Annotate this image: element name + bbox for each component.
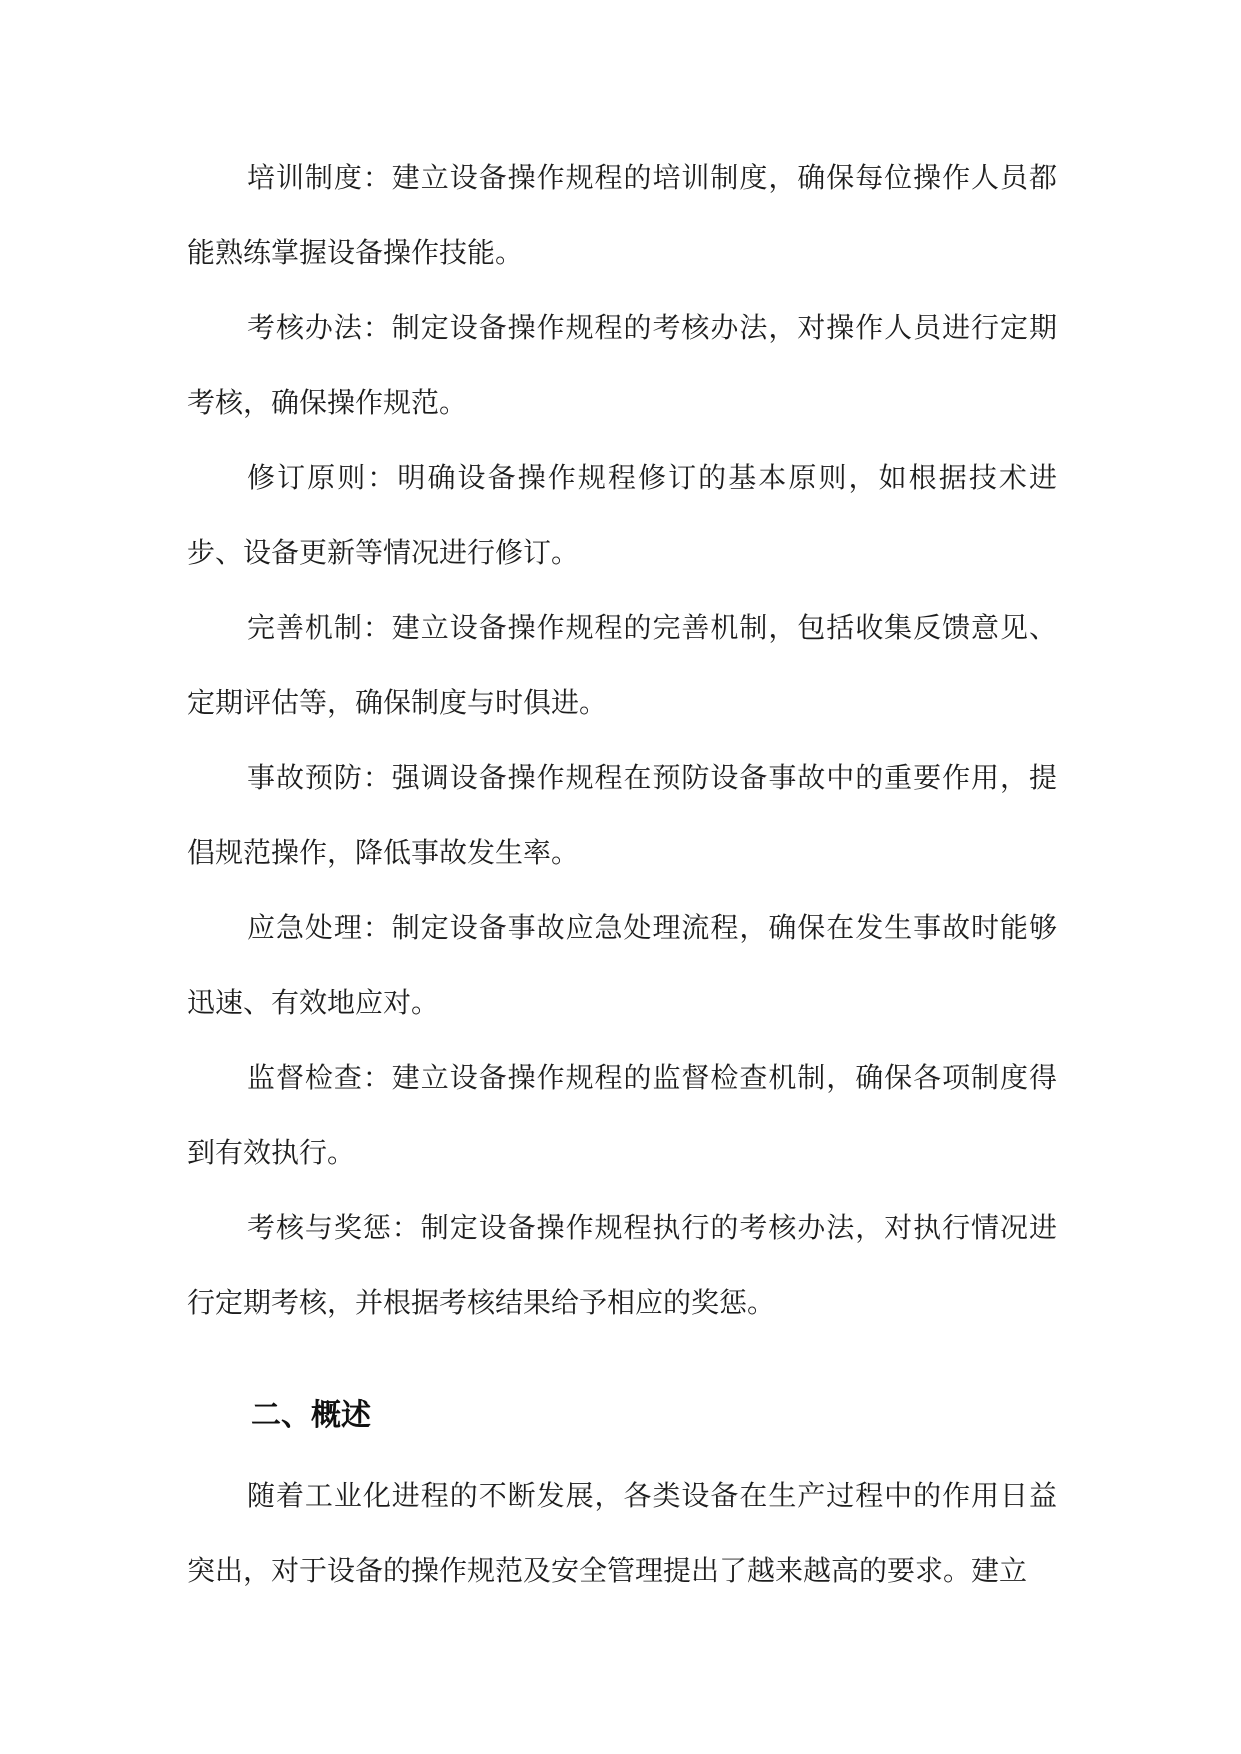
paragraph-assessment-method: 考核办法：制定设备操作规程的考核办法，对操作人员进行定期考核，确保操作规范。 bbox=[187, 311, 1057, 419]
paragraph-revision-principle: 修订原则：明确设备操作规程修订的基本原则，如根据技术进步、设备更新等情况进行修订。 bbox=[187, 461, 1057, 569]
section-heading-overview: 二、概述 bbox=[251, 1398, 371, 1433]
paragraph-overview-intro: 随着工业化进程的不断发展，各类设备在生产过程中的作用日益突出，对于设备的操作规范及安全管理提出了越来越高的要求。建立 bbox=[187, 1479, 1057, 1587]
paragraph-supervision-inspection: 监督检查：建立设备操作规程的监督检查机制，确保各项制度得到有效执行。 bbox=[187, 1061, 1057, 1169]
paragraph-emergency-handling: 应急处理：制定设备事故应急处理流程，确保在发生事故时能够迅速、有效地应对。 bbox=[187, 911, 1057, 1019]
paragraph-improvement-mechanism: 完善机制：建立设备操作规程的完善机制，包括收集反馈意见、定期评估等，确保制度与时俱进。 bbox=[187, 611, 1057, 719]
paragraph-accident-prevention: 事故预防：强调设备操作规程在预防设备事故中的重要作用，提倡规范操作，降低事故发生率。 bbox=[187, 761, 1057, 869]
paragraph-assessment-rewards: 考核与奖惩：制定设备操作规程执行的考核办法，对执行情况进行定期考核，并根据考核结果给予相应的奖惩。 bbox=[187, 1211, 1057, 1319]
document-body bbox=[187, 140, 1057, 1608]
paragraph-training-system: 培训制度：建立设备操作规程的培训制度，确保每位操作人员都能熟练掌握设备操作技能。 bbox=[187, 161, 1057, 269]
